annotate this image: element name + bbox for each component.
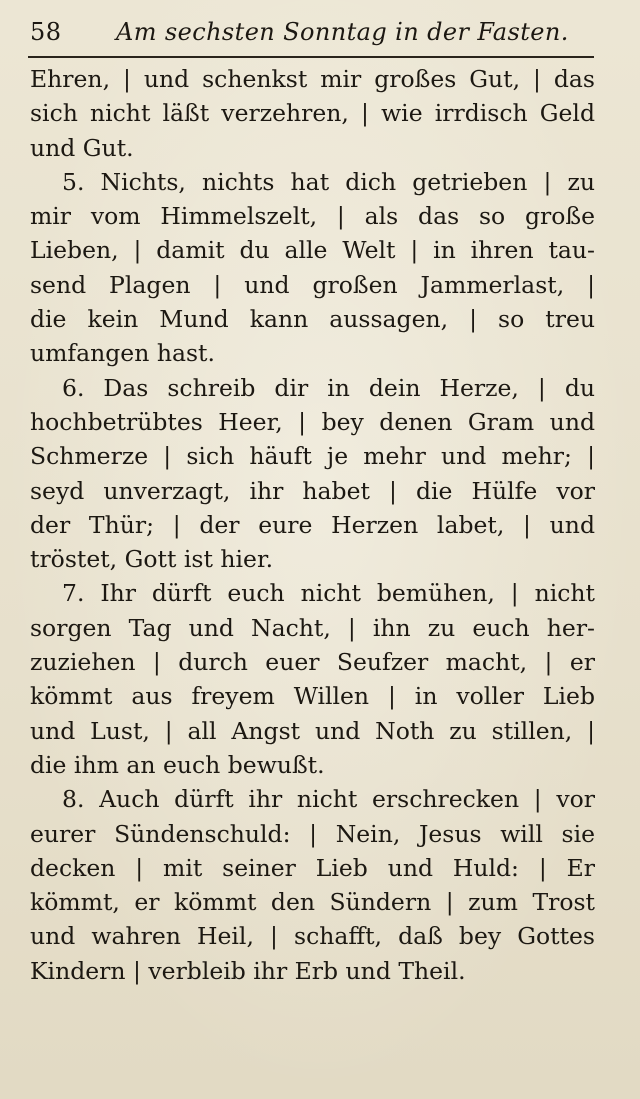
text-line: Ehren, | und schenkst mir großes Gut, | das [30,65,595,93]
text-line: sich nicht läßt verzehren, | wie irrdisch Geld [30,99,595,128]
text-line: der Thür; | der eure Herzen labet, | und [30,510,595,539]
text-line: und wahren Heil, | schafft, daß bey Gottes [30,922,595,951]
text-line: seyd unverzagt, ihr habet | die Hülfe vor [30,476,595,505]
text-line: Lieben, | damit du alle Welt | in ihren tau- [30,236,595,265]
text-line: die ihm an euch bewußt. [30,750,325,779]
text-line: und Lust, | all Angst und Noth zu stillen, | [30,716,595,745]
text-line: decken | mit seiner Lieb und Huld: | Er [30,853,595,882]
running-head: Am sechsten Sonntag in der Fasten. [116,18,569,46]
text-line: kömmt aus freyem Willen | in voller Lieb [30,682,595,711]
page-header [30,14,605,50]
text-line: sorgen Tag und Nacht, | ihn zu euch her- [30,613,595,642]
text-line: und Gut. [30,133,134,162]
text-line: hochbetrübtes Heer, | bey denen Gram und [30,407,595,436]
text-line: Schmerze | sich häuft je mehr und mehr; | [30,442,595,471]
text-line: eurer Sündenschuld: | Nein, Jesus will sie [30,819,595,848]
hymn-text [30,62,595,988]
page-number: 58 [30,18,62,46]
text-line: umfangen hast. [30,339,215,368]
verse-5-start: 5. Nichts, nichts hat dich getrieben | zu [62,167,595,196]
header-rule [28,56,594,58]
verse-8-start: 8. Auch dürft ihr nicht erschrecken | vor [62,785,595,814]
text-line: kömmt, er kömmt den Sündern | zum Trost [30,888,595,917]
verse-6-start: 6. Das schreib dir in dein Herze, | du [62,373,595,402]
verse-7-start: 7. Ihr dürft euch nicht bemühen, | nicht [62,579,595,608]
text-line: mir vom Himmelszelt, | als das so große [30,202,595,231]
text-line: die kein Mund kann aussagen, | so treu [30,305,595,334]
text-line: Kindern | verbleib ihr Erb und Theil. [30,956,466,985]
page-bottom-margin [0,1010,640,1099]
text-line: tröstet, Gott ist hier. [30,545,274,574]
text-line: send Plagen | und großen Jammerlast, | [30,270,595,299]
text-line: zuziehen | durch euer Seufzer macht, | er [30,648,595,677]
